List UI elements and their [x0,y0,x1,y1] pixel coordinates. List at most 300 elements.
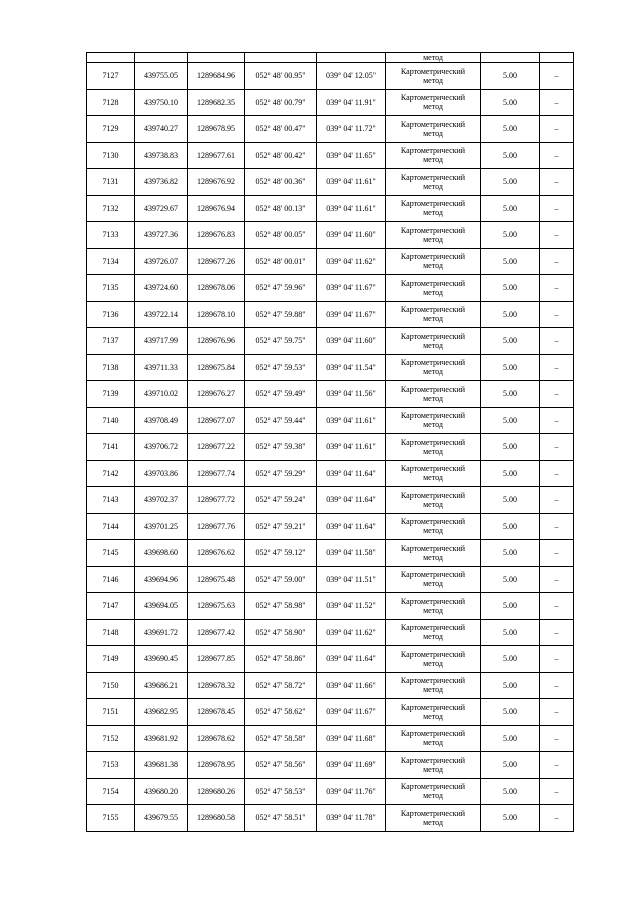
extra-cell: – [540,89,574,116]
method-cell [386,354,481,381]
y-coordinate-cell: 1289678.95 [188,752,245,779]
table-row [87,593,574,620]
table-row [87,540,574,567]
x-coordinate-cell: 439680.20 [135,778,188,805]
point-number-cell: 7134 [87,248,135,275]
point-number-cell: 7145 [87,540,135,567]
x-coordinate-cell: 439722.14 [135,301,188,328]
table-row [87,169,574,196]
extra-cell: – [540,434,574,461]
y-coordinate-cell: 1289680.26 [188,778,245,805]
extra-cell: – [540,407,574,434]
extra-cell: – [540,222,574,249]
method-line-1: Картометрический [400,66,466,76]
y-coordinate-cell: 1289677.61 [188,142,245,169]
method-line-1: Картометрический [400,517,466,527]
method-line-1: Картометрический [400,252,466,262]
accuracy-cell: 5.00 [481,672,540,699]
point-number-cell: 7142 [87,460,135,487]
extra-cell: – [540,699,574,726]
table-row [87,116,574,143]
table-row [87,619,574,646]
table-row [87,63,574,90]
accuracy-cell: 5.00 [481,725,540,752]
latitude-cell: 052° 47' 58.53" [245,778,317,805]
accuracy-cell: 5.00 [481,63,540,90]
method-line-2: метод [423,420,443,430]
latitude-cell: 052° 47' 58.62" [245,699,317,726]
extra-cell: – [540,513,574,540]
extra-cell: – [540,725,574,752]
method-line-1: Картометрический [400,623,466,633]
table-row [87,672,574,699]
method-line-1: Картометрический [400,570,466,580]
latitude-cell: 052° 48' 00.36" [245,169,317,196]
y-coordinate-cell: 1289678.10 [188,301,245,328]
longitude-cell: 039° 04' 11.64" [317,646,386,673]
latitude-cell: 052° 47' 59.38" [245,434,317,461]
y-coordinate-cell: 1289682.35 [188,89,245,116]
method-cell [386,513,481,540]
latitude-cell: 052° 47' 59.24" [245,487,317,514]
x-coordinate-cell: 439702.37 [135,487,188,514]
x-coordinate-cell: 439738.83 [135,142,188,169]
point-number-cell: 7146 [87,566,135,593]
point-number-cell: 7131 [87,169,135,196]
table-row [87,699,574,726]
x-coordinate-cell: 439694.96 [135,566,188,593]
method-cell [386,142,481,169]
method-line-2: метод [423,234,443,244]
method-line-2: метод [423,314,443,324]
table-row [87,407,574,434]
method-cell [386,699,481,726]
method-line-2: метод [423,711,443,721]
method-line-1: Картометрический [400,225,466,235]
method-cell [386,169,481,196]
method-line-1: Картометрический [400,172,466,182]
y-coordinate-cell: 1289678.62 [188,725,245,752]
point-number-cell: 7148 [87,619,135,646]
x-coordinate-cell: 439710.02 [135,381,188,408]
point-number-cell: 7143 [87,487,135,514]
method-cell [386,407,481,434]
accuracy-cell: 5.00 [481,513,540,540]
method-line-1: Картометрический [400,596,466,606]
y-coordinate-cell: 1289676.96 [188,328,245,355]
extra-cell: – [540,248,574,275]
latitude-cell: 052° 48' 00.05" [245,222,317,249]
method-line-1: Картометрический [400,384,466,394]
method-cell [386,434,481,461]
method-cell [386,195,481,222]
method-line-1: Картометрический [400,464,466,474]
accuracy-cell: 5.00 [481,593,540,620]
y-coordinate-cell: 1289677.26 [188,248,245,275]
x-coordinate-cell: 439724.60 [135,275,188,302]
method-cell [386,778,481,805]
point-number-cell: 7128 [87,89,135,116]
x-coordinate-cell: 439717.99 [135,328,188,355]
table-row [87,142,574,169]
table-row [87,805,574,832]
method-cell [386,646,481,673]
latitude-cell: 052° 47' 59.96" [245,275,317,302]
y-coordinate-cell: 1289675.84 [188,354,245,381]
extra-cell: – [540,540,574,567]
latitude-cell: 052° 47' 59.21" [245,513,317,540]
table-row [87,354,574,381]
longitude-cell: 039° 04' 11.68" [317,725,386,752]
method-line-1: Картометрический [400,490,466,500]
y-coordinate-cell: 1289678.45 [188,699,245,726]
extra-cell: – [540,381,574,408]
point-number-cell: 7139 [87,381,135,408]
method-cell [386,328,481,355]
x-coordinate-cell: 439736.82 [135,169,188,196]
coordinates-table [86,52,574,832]
point-number-cell: 7144 [87,513,135,540]
point-number-cell: 7127 [87,63,135,90]
longitude-cell: 039° 04' 11.72" [317,116,386,143]
point-number-cell: 7149 [87,646,135,673]
latitude-cell: 052° 47' 58.56" [245,752,317,779]
point-number-cell: 7147 [87,593,135,620]
method-line-1: Картометрический [400,437,466,447]
method-line-2: метод [423,499,443,509]
method-line-1: Картометрический [400,649,466,659]
method-line-2: метод [423,658,443,668]
point-number-cell: 7152 [87,725,135,752]
x-coordinate-cell: 439694.05 [135,593,188,620]
latitude-cell: 052° 48' 00.42" [245,142,317,169]
method-cell: метод [386,53,481,63]
latitude-cell: 052° 47' 59.75" [245,328,317,355]
point-number-cell: 7140 [87,407,135,434]
extra-cell: – [540,301,574,328]
table-row [87,487,574,514]
point-number-cell: 7151 [87,699,135,726]
y-coordinate-cell: 1289675.48 [188,566,245,593]
method-cell [386,89,481,116]
method-cell [386,540,481,567]
table-row [87,275,574,302]
extra-cell: – [540,619,574,646]
method-line-1: Картометрический [400,676,466,686]
method-line-2: метод [423,579,443,589]
method-line-2: метод [423,685,443,695]
y-coordinate-cell: 1289678.32 [188,672,245,699]
extra-cell: – [540,275,574,302]
method-line-2: метод [423,155,443,165]
accuracy-cell: 5.00 [481,195,540,222]
extra-cell: – [540,752,574,779]
accuracy-cell: 5.00 [481,381,540,408]
x-coordinate-cell: 439750.10 [135,89,188,116]
point-number-cell: 7155 [87,805,135,832]
x-coordinate-cell: 439727.36 [135,222,188,249]
table-row [87,646,574,673]
table-row [87,248,574,275]
x-coordinate-cell: 439729.67 [135,195,188,222]
extra-cell: – [540,646,574,673]
longitude-cell: 039° 04' 11.69" [317,752,386,779]
point-number-cell: 7150 [87,672,135,699]
x-coordinate-cell: 439686.21 [135,672,188,699]
latitude-cell: 052° 47' 59.53" [245,354,317,381]
longitude-cell: 039° 04' 11.65" [317,142,386,169]
method-cell [386,460,481,487]
longitude-cell: 039° 04' 11.61" [317,195,386,222]
longitude-cell: 039° 04' 11.64" [317,487,386,514]
table-row [87,566,574,593]
longitude-cell: 039° 04' 11.61" [317,407,386,434]
extra-cell: – [540,116,574,143]
latitude-cell: 052° 48' 00.01" [245,248,317,275]
longitude-cell: 039° 04' 11.62" [317,619,386,646]
accuracy-cell: 5.00 [481,805,540,832]
accuracy-cell: 5.00 [481,752,540,779]
method-line-1: Картометрический [400,331,466,341]
method-cell [386,248,481,275]
latitude-cell: 052° 47' 59.29" [245,460,317,487]
x-coordinate-cell: 439706.72 [135,434,188,461]
point-number-cell: 7133 [87,222,135,249]
latitude-cell: 052° 47' 59.00" [245,566,317,593]
longitude-cell: 039° 04' 11.61" [317,169,386,196]
point-number-cell: 7129 [87,116,135,143]
method-cell [386,63,481,90]
method-line-1: Картометрический [400,702,466,712]
longitude-cell: 039° 04' 11.51" [317,566,386,593]
table-row [87,752,574,779]
accuracy-cell: 5.00 [481,89,540,116]
y-coordinate-cell: 1289676.92 [188,169,245,196]
table-row [87,725,574,752]
latitude-cell: 052° 47' 58.58" [245,725,317,752]
y-coordinate-cell: 1289676.94 [188,195,245,222]
accuracy-cell: 5.00 [481,222,540,249]
extra-cell: – [540,142,574,169]
longitude-cell: 039° 04' 11.67" [317,275,386,302]
latitude-cell: 052° 48' 00.13" [245,195,317,222]
x-coordinate-cell: 439681.92 [135,725,188,752]
extra-cell: – [540,169,574,196]
longitude-cell: 039° 04' 11.60" [317,222,386,249]
method-line-2: метод [423,552,443,562]
method-cell [386,752,481,779]
x-coordinate-cell: 439679.55 [135,805,188,832]
point-number-cell: 7135 [87,275,135,302]
method-line-2: метод [423,261,443,271]
y-coordinate-cell: 1289675.63 [188,593,245,620]
method-cell [386,116,481,143]
method-cell [386,275,481,302]
extra-cell: – [540,354,574,381]
accuracy-cell: 5.00 [481,778,540,805]
y-coordinate-cell: 1289677.74 [188,460,245,487]
y-coordinate-cell: 1289677.22 [188,434,245,461]
y-coordinate-cell: 1289676.83 [188,222,245,249]
method-line-2: метод [423,181,443,191]
method-line-2: метод [423,817,443,827]
y-coordinate-cell: 1289676.62 [188,540,245,567]
x-coordinate-cell: 439708.49 [135,407,188,434]
accuracy-cell: 5.00 [481,328,540,355]
y-coordinate-cell: 1289677.72 [188,487,245,514]
method-cell [386,381,481,408]
latitude-cell: 052° 47' 59.88" [245,301,317,328]
y-coordinate-cell: 1289684.96 [188,63,245,90]
longitude-cell: 039° 04' 11.91" [317,89,386,116]
method-line-1: Картометрический [400,305,466,315]
longitude-cell: 039° 04' 11.64" [317,513,386,540]
accuracy-cell: 5.00 [481,407,540,434]
method-line-2: метод [423,791,443,801]
extra-cell: – [540,593,574,620]
table-row [87,195,574,222]
method-line-2: метод [423,446,443,456]
extra-cell: – [540,328,574,355]
method-cell [386,222,481,249]
point-number-cell: 7136 [87,301,135,328]
latitude-cell: 052° 47' 58.51" [245,805,317,832]
latitude-cell: 052° 47' 58.98" [245,593,317,620]
accuracy-cell: 5.00 [481,142,540,169]
accuracy-cell: 5.00 [481,646,540,673]
method-line-2: метод [423,738,443,748]
point-number-cell: 7138 [87,354,135,381]
longitude-cell: 039° 04' 11.64" [317,460,386,487]
method-line-2: метод [423,526,443,536]
method-cell [386,805,481,832]
accuracy-cell: 5.00 [481,116,540,143]
accuracy-cell: 5.00 [481,301,540,328]
latitude-cell: 052° 47' 59.49" [245,381,317,408]
longitude-cell: 039° 04' 11.76" [317,778,386,805]
accuracy-cell: 5.00 [481,248,540,275]
method-line-2: метод [423,632,443,642]
extra-cell: – [540,672,574,699]
y-coordinate-cell: 1289678.06 [188,275,245,302]
method-line-2: метод [423,473,443,483]
accuracy-cell: 5.00 [481,434,540,461]
longitude-cell: 039° 04' 11.52" [317,593,386,620]
extra-cell: – [540,460,574,487]
method-line-2: метод [423,367,443,377]
y-coordinate-cell: 1289678.95 [188,116,245,143]
method-cell [386,593,481,620]
table-row [87,381,574,408]
extra-cell: – [540,778,574,805]
method-cell [386,672,481,699]
extra-cell: – [540,63,574,90]
method-line-2: метод [423,340,443,350]
longitude-cell: 039° 04' 11.66" [317,672,386,699]
accuracy-cell: 5.00 [481,460,540,487]
point-number-cell: 7132 [87,195,135,222]
method-line-2: метод [423,208,443,218]
x-coordinate-cell: 439711.33 [135,354,188,381]
point-number-cell: 7137 [87,328,135,355]
longitude-cell: 039° 04' 11.54" [317,354,386,381]
method-cell [386,725,481,752]
x-coordinate-cell: 439755.05 [135,63,188,90]
method-line-1: Картометрический [400,119,466,129]
latitude-cell: 052° 48' 00.79" [245,89,317,116]
table-row [87,434,574,461]
method-cell [386,301,481,328]
extra-cell: – [540,805,574,832]
method-line-2: метод [423,393,443,403]
method-line-1: Картометрический [400,278,466,288]
table-row [87,222,574,249]
point-number-cell: 7154 [87,778,135,805]
longitude-cell: 039° 04' 11.67" [317,301,386,328]
table-row [87,460,574,487]
latitude-cell: 052° 47' 58.90" [245,619,317,646]
x-coordinate-cell: 439726.07 [135,248,188,275]
method-cell [386,619,481,646]
method-line-2: метод [423,75,443,85]
method-line-2: метод [423,287,443,297]
longitude-cell: 039° 04' 11.78" [317,805,386,832]
method-line-1: Картометрический [400,543,466,553]
accuracy-cell: 5.00 [481,354,540,381]
latitude-cell: 052° 47' 59.12" [245,540,317,567]
method-line-1: Картометрический [400,199,466,209]
method-cell [386,487,481,514]
x-coordinate-cell: 439681.38 [135,752,188,779]
table-row [87,778,574,805]
x-coordinate-cell: 439740.27 [135,116,188,143]
point-number-cell: 7153 [87,752,135,779]
extra-cell: – [540,487,574,514]
y-coordinate-cell: 1289677.76 [188,513,245,540]
method-line-1: Картометрический [400,755,466,765]
extra-cell: – [540,566,574,593]
method-line-1: Картометрический [400,358,466,368]
accuracy-cell: 5.00 [481,275,540,302]
latitude-cell: 052° 48' 00.95" [245,63,317,90]
y-coordinate-cell: 1289676.27 [188,381,245,408]
longitude-cell: 039° 04' 11.62" [317,248,386,275]
point-number-cell: 7130 [87,142,135,169]
table-row [87,328,574,355]
method-line-2: метод [423,128,443,138]
method-line-1: Картометрический [400,782,466,792]
longitude-cell: 039° 04' 11.56" [317,381,386,408]
y-coordinate-cell: 1289677.85 [188,646,245,673]
table-row [87,301,574,328]
y-coordinate-cell: 1289680.58 [188,805,245,832]
accuracy-cell: 5.00 [481,540,540,567]
latitude-cell: 052° 47' 58.86" [245,646,317,673]
accuracy-cell: 5.00 [481,619,540,646]
accuracy-cell: 5.00 [481,169,540,196]
method-line-1: Картометрический [400,93,466,103]
method-line-2: метод [423,102,443,112]
y-coordinate-cell: 1289677.42 [188,619,245,646]
carried-over-row [87,53,574,63]
x-coordinate-cell: 439691.72 [135,619,188,646]
latitude-cell: 052° 48' 00.47" [245,116,317,143]
longitude-cell: 039° 04' 11.67" [317,699,386,726]
x-coordinate-cell: 439701.25 [135,513,188,540]
accuracy-cell: 5.00 [481,566,540,593]
x-coordinate-cell: 439703.86 [135,460,188,487]
method-line-1: Картометрический [400,146,466,156]
